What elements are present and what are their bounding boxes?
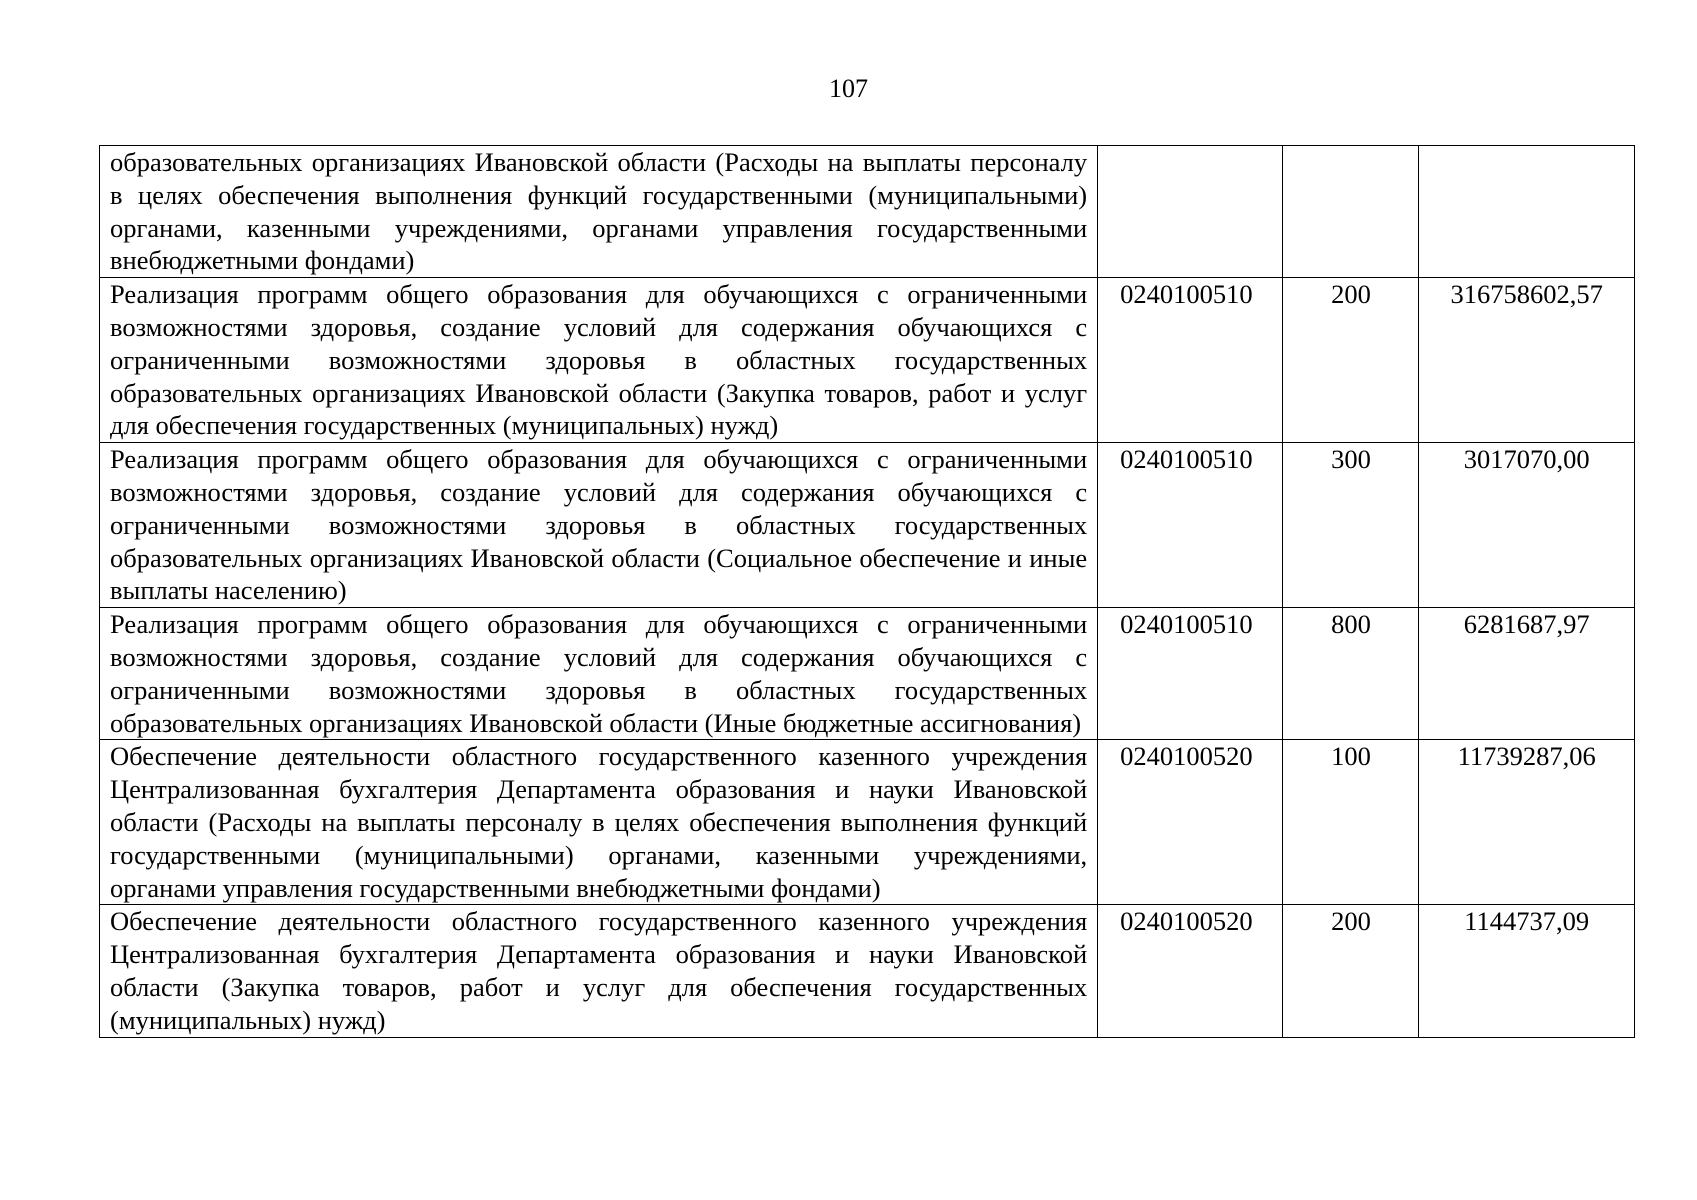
row-description: Реализация программ общего образования для обучающихся с ограниченными возможностями здоровья, создание условий для содержания обучающихся с ограниченными возможностями здоровья в областных государственных образовательных организациях Ивановской области (Социальное обеспечение и иные выплаты населению): [100, 443, 1098, 608]
budget-table: [99, 145, 1635, 1038]
row-expense-type: 800: [1283, 608, 1419, 740]
row-target-code: [1098, 146, 1283, 278]
table-row: [100, 443, 1635, 608]
table-row: [100, 146, 1635, 278]
row-expense-type: [1283, 146, 1419, 278]
table-row: [100, 278, 1635, 443]
row-amount: 1144737,09: [1419, 905, 1635, 1037]
row-expense-type: 200: [1283, 905, 1419, 1037]
row-amount: 316758602,57: [1419, 278, 1635, 443]
row-amount: 3017070,00: [1419, 443, 1635, 608]
row-expense-type: 300: [1283, 443, 1419, 608]
row-target-code: 0240100510: [1098, 443, 1283, 608]
row-description: образовательных организациях Ивановской области (Расходы на выплаты персоналу в целях обеспечения выполнения функций государственными (муниципальными) органами, казенными учреждениями, органами управления государственными внебюджетными фондами): [100, 146, 1098, 278]
table-row: [100, 740, 1635, 905]
table-row: [100, 608, 1635, 740]
row-target-code: 0240100520: [1098, 740, 1283, 905]
page-number: 107: [829, 74, 868, 103]
row-target-code: 0240100510: [1098, 278, 1283, 443]
row-amount: 11739287,06: [1419, 740, 1635, 905]
row-amount: 6281687,97: [1419, 608, 1635, 740]
row-description: Обеспечение деятельности областного государственного казенного учреждения Централизованная бухгалтерия Департамента образования и науки Ивановской области (Расходы на выплаты персоналу в целях обеспечения выполнения функций государственными (муниципальными) органами, казенными учреждениями, органами управления государственными внебюджетными фондами): [100, 740, 1098, 905]
row-amount: [1419, 146, 1635, 278]
row-description: Реализация программ общего образования для обучающихся с ограниченными возможностями здоровья, создание условий для содержания обучающихся с ограниченными возможностями здоровья в областных государственных образовательных организациях Ивановской области (Закупка товаров, работ и услуг для обеспечения государственных (муниципальных) нужд): [100, 278, 1098, 443]
row-description: Обеспечение деятельности областного государственного казенного учреждения Централизованная бухгалтерия Департамента образования и науки Ивановской области (Закупка товаров, работ и услуг для обеспечения государственных (муниципальных) нужд): [100, 905, 1098, 1037]
row-target-code: 0240100520: [1098, 905, 1283, 1037]
row-expense-type: 100: [1283, 740, 1419, 905]
row-target-code: 0240100510: [1098, 608, 1283, 740]
row-expense-type: 200: [1283, 278, 1419, 443]
table-row: [100, 905, 1635, 1037]
row-description: Реализация программ общего образования для обучающихся с ограниченными возможностями здоровья, создание условий для содержания обучающихся с ограниченными возможностями здоровья в областных государственных образовательных организациях Ивановской области (Иные бюджетные ассигнования): [100, 608, 1098, 740]
